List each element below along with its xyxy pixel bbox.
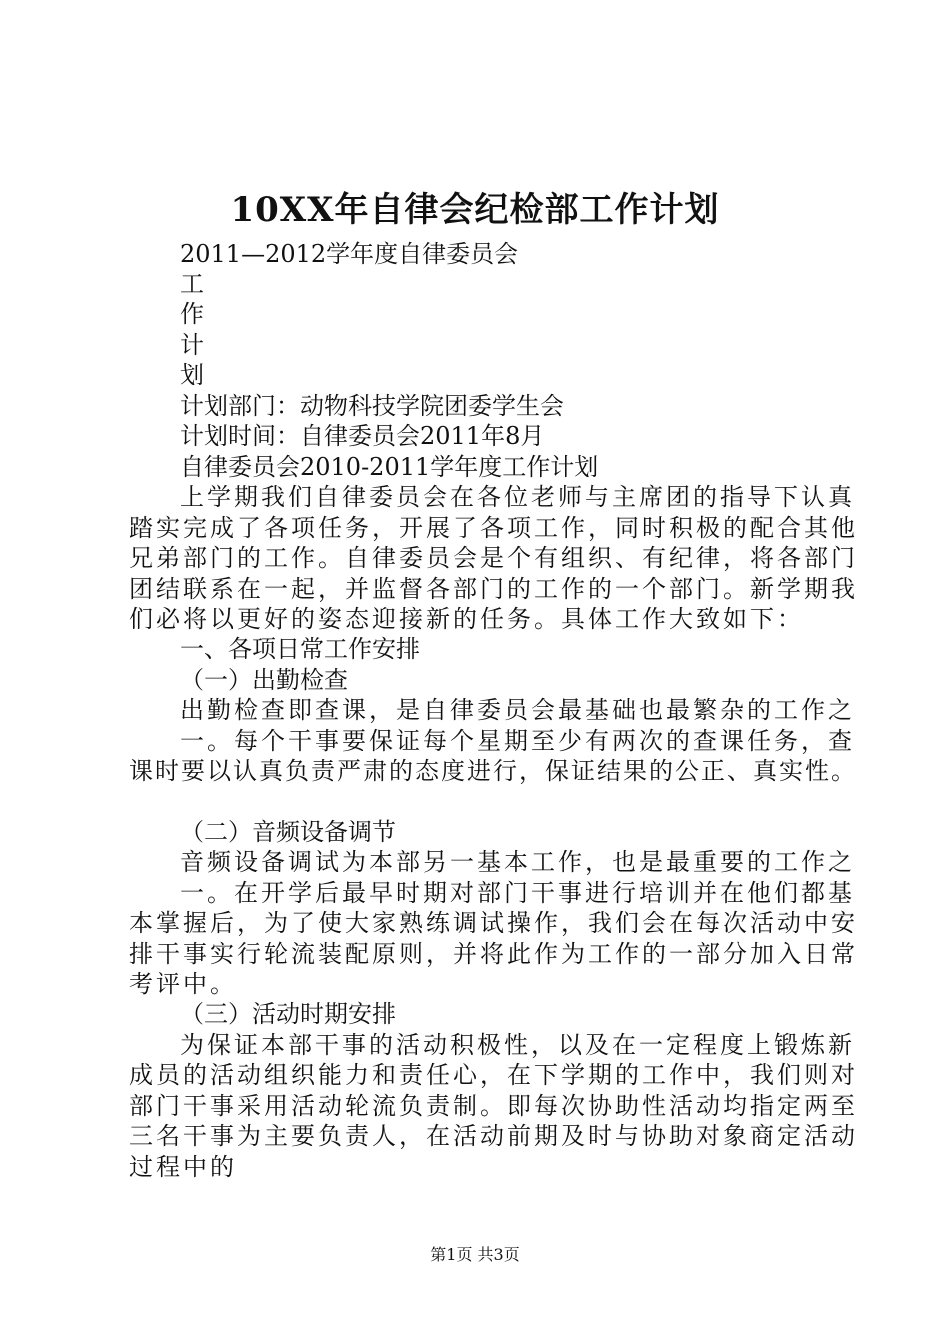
header-line-char-4: 划 [180,361,204,389]
header-line-char-1: 工 [180,270,204,298]
intro-line: 兄弟部门的工作。自律委员会是个有组织、有纪律，将各部门 [129,544,858,572]
page-footer: 第1页 共3页 [430,1245,520,1264]
activity-line: 过程中的 [129,1153,237,1181]
sub-heading-audio: （二）音频设备调节 [180,818,396,846]
audio-line: 排干事实行轮流装配原则，并将此作为工作的一部分加入日常 [129,940,858,968]
plan-subtitle: 自律委员会2010-2011学年度工作计划 [180,453,599,481]
attendance-line: 一。每个干事要保证每个星期至少有两次的查课任务，查 [180,727,855,755]
activity-line: 为保证本部干事的活动积极性，以及在一定程度上锻炼新 [180,1031,855,1059]
activity-line: 部门干事采用活动轮流负责制。即每次协助性活动均指定两至 [129,1092,858,1120]
activity-line: 成员的活动组织能力和责任心，在下学期的工作中，我们则对 [129,1061,858,1089]
sub-heading-activity: （三）活动时期安排 [180,1000,396,1028]
section-heading: 一、各项日常工作安排 [180,635,420,663]
activity-line: 三名干事为主要负责人，在活动前期及时与协助对象商定活动 [129,1122,858,1150]
attendance-line: 出勤检查即查课，是自律委员会最基础也最繁杂的工作之 [180,696,855,724]
header-line-year: 2011—2012学年度自律委员会 [180,240,519,268]
audio-line: 本掌握后，为了使大家熟练调试操作，我们会在每次活动中安 [129,909,858,937]
plan-department: 计划部门：动物科技学院团委学生会 [180,392,564,420]
intro-line: 踏实完成了各项任务，开展了各项工作，同时积极的配合其他 [129,514,858,542]
header-line-char-2: 作 [180,300,204,328]
audio-line: 考评中。 [129,970,237,998]
intro-line: 们必将以更好的姿态迎接新的任务。具体工作大致如下： [129,605,804,633]
sub-heading-attendance: （一）出勤检查 [180,666,348,694]
audio-line: 一。在开学后最早时期对部门干事进行培训并在他们都基 [180,879,855,907]
attendance-line: 课时要以认真负责严肃的态度进行，保证结果的公正、真实性。 [129,757,857,785]
document-title: 10XX年自律会纪检部工作计划 [230,190,720,230]
audio-line: 音频设备调试为本部另一基本工作，也是最重要的工作之 [180,848,855,876]
plan-time: 计划时间：自律委员会2011年8月 [180,422,545,450]
intro-line: 上学期我们自律委员会在各位老师与主席团的指导下认真 [180,483,855,511]
intro-line: 团结联系在一起，并监督各部门的工作的一个部门。新学期我 [129,575,858,603]
header-line-char-3: 计 [180,331,204,359]
